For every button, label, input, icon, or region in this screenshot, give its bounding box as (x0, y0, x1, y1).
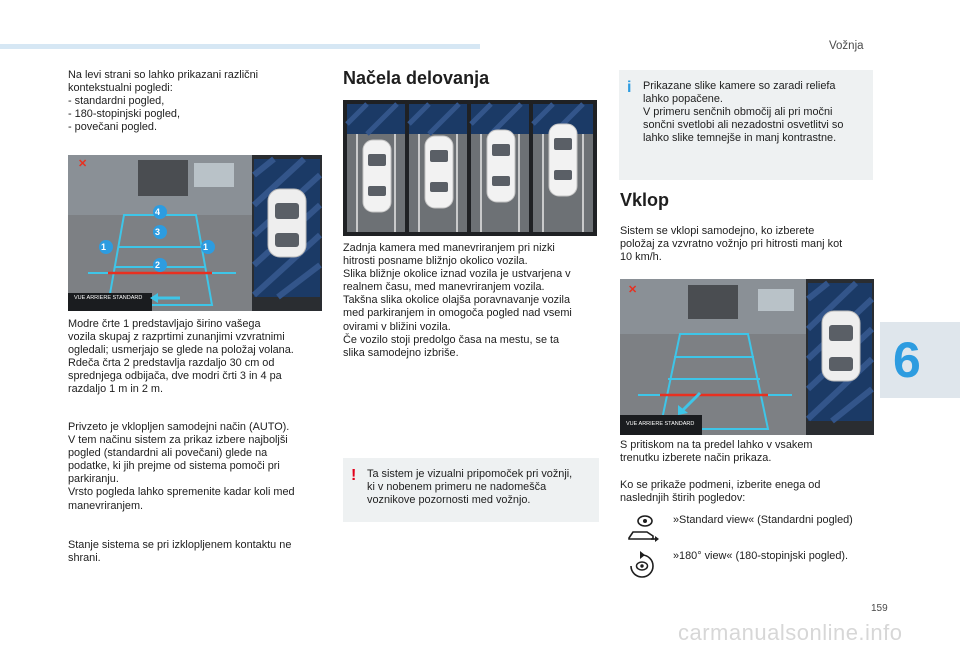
180-view-icon (625, 548, 659, 585)
svg-text:✕: ✕ (78, 158, 88, 170)
camera-view-illustration (68, 155, 322, 311)
ignition-off-text: Stanje sistema se pri izklopljenem kontaktu ne shrani. (68, 539, 292, 565)
guide-lines-text: Modre črte 1 predstavljajo širino vašega vozila skupaj z razprtimi zunanjimi vzvratnimi ogledali; usmerjajo se glede na položaj volana. Rdeča črta 2 predstavlja razdaljo 30 cm od sprednjega odbijača, dve modri črti 3 in 4 pa razdaljo 1 m in 2 m. (68, 318, 294, 396)
auto-mode-text: Privzeto je vklopljen samodejni način (AUTO). V tem načinu sistem za prikaz izbere najboljši pogled (standardni ali povečani) glede na podatke, ki jih prejme od sistema pomoči pri parkiranju. Vrsto pogleda lahko spremenite kadar koli med manevriranjem. (68, 421, 295, 512)
marker-1-left: 1 (101, 242, 107, 252)
activation-text: Sistem se vklopi samodejno, ko izberete položaj za vzvratno vožnjo pri hitrosti manj kot 10 km/h. (620, 225, 843, 264)
view-option-standard-label: »Standard view« (Standardni pogled) (673, 514, 853, 526)
watermark: carmanualsonline.info (678, 620, 903, 645)
camera-view-activation-illustration (620, 279, 874, 435)
intro-text: Na levi strani so lahko prikazani različni kontekstualni pogledi: - standardni pogled, - 180-stopinjski pogled, - povečani pogled. (68, 69, 259, 134)
camera-view-label: VUE ARRIERE STANDARD (74, 295, 143, 301)
views-intro-text: Ko se prikaže podmeni, izberite enega od naslednjih štirih pogledov: (620, 479, 821, 505)
warning-text: Ta sistem je vizualni pripomoček pri vožnji, ki v nobenem primeru ne nadomešča voznikove pozornosti med vožnjo. (367, 468, 573, 507)
activation-heading: Vklop (620, 190, 670, 210)
marker-1-right: 1 (203, 242, 209, 252)
principles-heading: Načela delovanja (343, 68, 490, 88)
top-view-sequence-illustration (343, 100, 597, 236)
info-note (619, 70, 873, 180)
marker-4: 4 (155, 207, 161, 217)
svg-text:✕: ✕ (628, 284, 638, 296)
view-option-180-label: »180° view« (180-stopinjski pogled). (673, 550, 849, 562)
camera-image-standard (68, 155, 322, 311)
section-title: Vožnja (829, 40, 864, 52)
marker-2: 2 (155, 260, 161, 270)
top-view-sequence-image (343, 100, 597, 236)
press-area-text: S pritiskom na ta predel lahko v vsakem trenutku izberete način prikaza. (620, 439, 813, 465)
marker-3: 3 (155, 227, 161, 237)
view-option-180[interactable] (625, 548, 885, 582)
info-icon: i (627, 79, 632, 96)
header-bar (0, 44, 480, 49)
warning-icon: ! (351, 467, 357, 484)
chapter-number: 6 (893, 332, 921, 388)
info-text: Prikazane slike kamere so zaradi reliefa lahko popačene. V primeru senčnih območij ali pri močni sončni svetlobi ali nezadostni osvetlitvi so lahko slike temnejše in manj kontrastne. (643, 80, 844, 145)
principles-description: Zadnja kamera med manevriranjem pri nizki hitrosti posname bližnjo okolico vozila. Slika bližnje okolice iznad vozila je ustvarjena v realnem času, med manevriranjem vozila. Takšna slika okolice olajša poravnavanje vozila med parkiranjem in omogoča pogled nad vsemi ovirami v bližini vozila. Če vozilo stoji predolgo časa na mestu, se ta slika samodejno izbriše. (343, 242, 572, 359)
warning-note (343, 458, 599, 522)
camera-image-activation (620, 279, 874, 435)
page-number: 159 (871, 603, 888, 614)
standard-view-icon (625, 512, 659, 549)
view-option-standard[interactable] (625, 512, 885, 546)
camera-view-label-2: VUE ARRIERE STANDARD (626, 421, 695, 427)
